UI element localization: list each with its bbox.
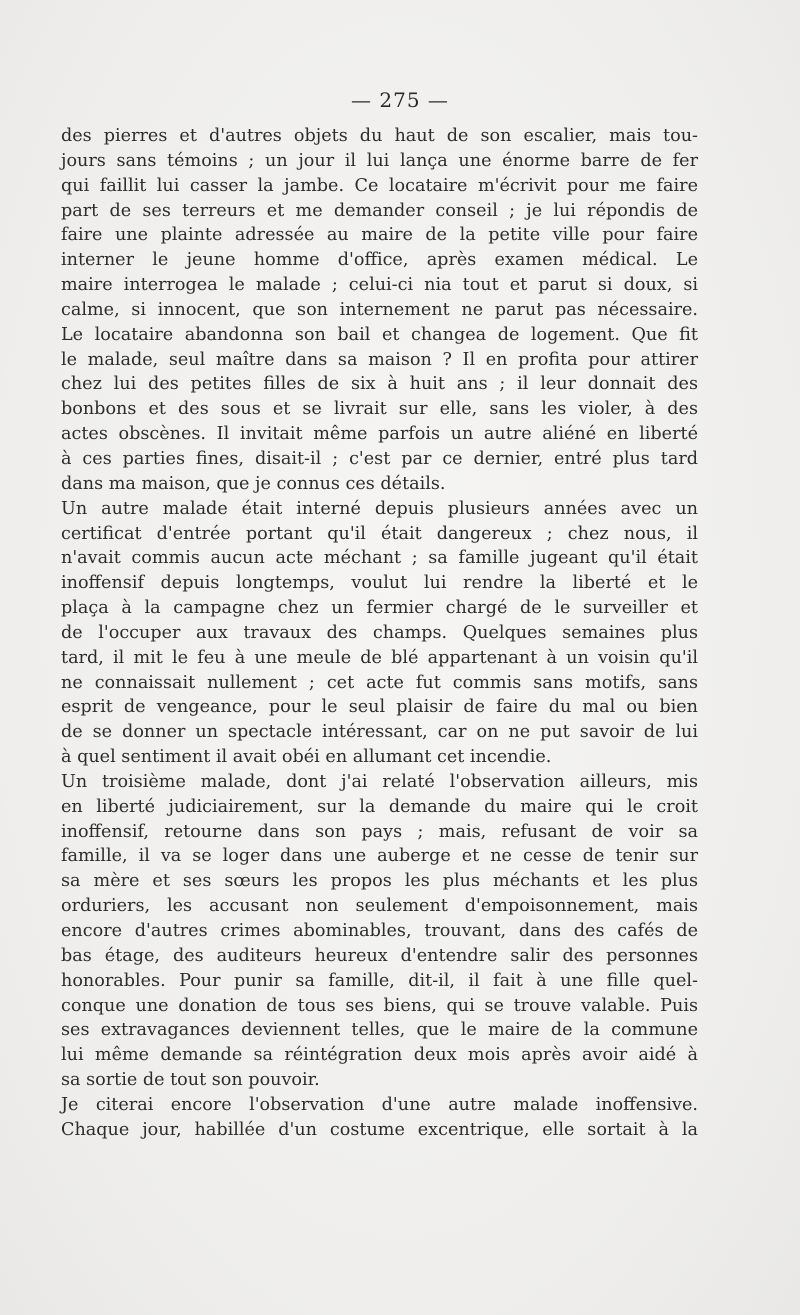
text-line: interner le jeune homme d'office, après examen médical. Le [61,250,698,271]
text-line: de se donner un spectacle intéressant, car on ne put savoir de lui [61,722,698,743]
text-line: ne connaissait nullement ; cet acte fut commis sans motifs, sans [61,672,698,693]
text-line: à quel sentiment il avait obéi en allumant cet incendie. [61,747,552,768]
text-line: Un autre malade était interné depuis plusieurs années avec un [61,498,698,519]
text-line: tard, il mit le feu à une meule de blé appartenant à un voisin qu'il [61,647,698,668]
page-number: — 275 — [351,88,449,112]
text-line: maire interrogea le malade ; celui-ci nia tout et parut si doux, si [61,275,698,296]
text-line: à ces parties fines, disait-il ; c'est par ce dernier, entré plus tard [61,448,698,469]
text-line: faire une plainte adressée au maire de la petite ville pour faire [61,225,698,246]
text-line: des pierres et d'autres objets du haut de son escalier, mais tou- [61,126,698,146]
text-line: esprit de vengeance, pour le seul plaisir de faire du mal ou bien [61,697,698,718]
text-line: actes obscènes. Il invitait même parfois un autre aliéné en liberté [61,424,698,445]
text-line: sa mère et ses sœurs les propos les plus méchants et les plus [61,871,698,892]
text-line: encore d'autres crimes abominables, trouvant, dans des cafés de [61,921,698,941]
text-line: de l'occuper aux travaux des champs. Quelques semaines plus [61,622,698,643]
text-line: ses extravagances deviennent telles, que le maire de la commune [61,1020,698,1041]
text-line: famille, il va se loger dans une auberge et ne cesse de tenir sur [61,846,698,867]
text-line: part de ses terreurs et me demander conseil ; je lui répondis de [61,200,698,221]
body-text [61,124,698,1143]
text-line: certificat d'entrée portant qu'il était dangereux ; chez nous, il [61,523,698,544]
text-line: qui faillit lui casser la jambe. Ce locataire m'écrivit pour me faire [61,175,698,196]
text-line: Chaque jour, habillée d'un costume excentrique, elle sortait à la [61,1119,698,1140]
text-line: bonbons et des sous et se livrait sur elle, sans les violer, à des [61,399,698,420]
text-line: inoffensif depuis longtemps, voulut lui rendre la liberté et le [61,573,698,594]
text-line: conque une donation de tous ses biens, qui se trouve valable. Puis [61,995,698,1016]
text-line: Je citerai encore l'observation d'une autre malade inoffensive. [61,1094,698,1115]
text-line: bas étage, des auditeurs heureux d'entendre salir des personnes [61,945,698,966]
text-line: honorables. Pour punir sa famille, dit-il, il fait à une fille quel- [61,970,698,991]
text-line: Le locataire abandonna son bail et changea de logement. Que fit [61,324,698,345]
text-line: n'avait commis aucun acte méchant ; sa famille jugeant qu'il était [61,548,698,569]
text-line: en liberté judiciairement, sur la demande du maire qui le croit [61,796,698,817]
text-line: chez lui des petites filles de six à huit ans ; il leur donnait des [61,374,698,395]
text-line: calme, si innocent, que son internement ne parut pas nécessaire. [61,299,698,320]
text-line: orduriers, les accusant non seulement d'empoisonnement, mais [61,896,698,917]
text-line: jours sans témoins ; un jour il lui lança une énorme barre de fer [61,150,698,171]
text-line: plaça à la campagne chez un fermier chargé de le surveiller et [61,598,698,619]
text-line: Un troisième malade, dont j'ai relaté l'observation ailleurs, mis [61,771,698,792]
text-line: lui même demande sa réintégration deux mois après avoir aidé à [61,1045,698,1066]
text-line: dans ma maison, que je connus ces détails. [61,473,446,494]
text-line: le malade, seul maître dans sa maison ? Il en profita pour attirer [61,349,698,370]
text-line: sa sortie de tout son pouvoir. [61,1070,320,1091]
text-line: inoffensif, retourne dans son pays ; mais, refusant de voir sa [61,821,698,842]
